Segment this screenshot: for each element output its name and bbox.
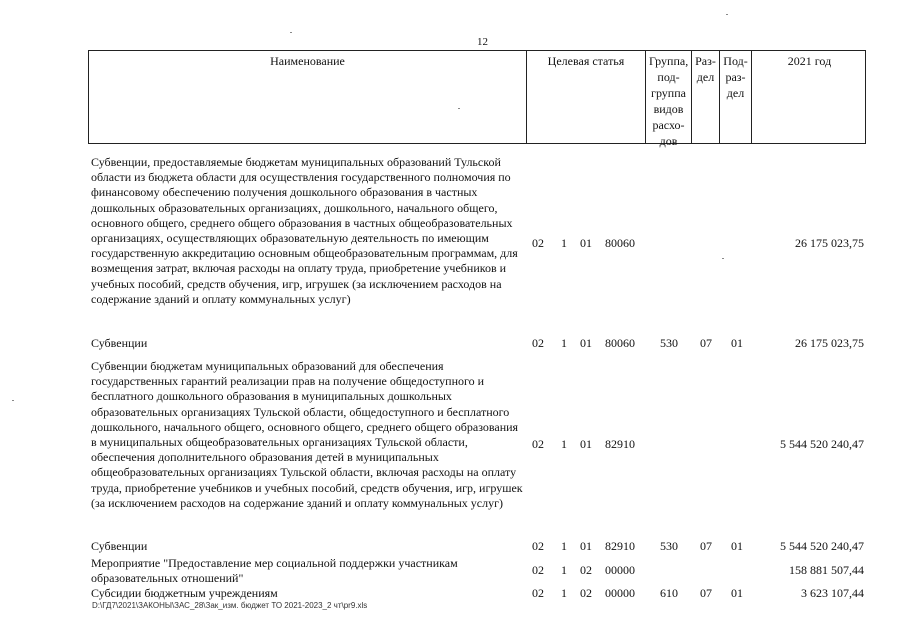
code-c1: 02 [532,539,544,553]
row-amount: 5 544 520 240,47 [780,539,864,553]
page-number: 12 [477,36,488,48]
row-section: 07 [700,539,712,553]
code-c4: 82910 [605,539,635,553]
code-c3: 01 [580,236,592,250]
code-c4: 00000 [605,586,635,600]
code-c3: 01 [580,539,592,553]
row-name: Субвенции, предоставляемые бюджетам муниципальных образований Тульской области из бюджета области для осуществления государственного полномочия по финансовому обеспечению получения дошкольного образования в частных дошкольных образовательных организациях, дошкольного, начального общего, основного общего, среднего общего образования в частных общеобразовательных организациях, осуществляющих образовательную деятельность по имеющим государственную аккредитацию основным общеобразовательным программам, для возмещения затрат, включая расходы на оплату труда, приобретение учебников и учебных пособий, средств обучения, игр, игрушек (за исключением расходов на содержание зданий и оплату коммунальных услуг) [91,155,518,306]
scan-speck [458,108,460,109]
row-subsection: 01 [731,586,743,600]
code-c1: 02 [532,336,544,350]
header-name: Наименование [270,54,345,68]
scan-speck [726,14,728,15]
row-name: Субвенции бюджетам муниципальных образований для обеспечения государственных гарантий реализации прав на получение общедоступного и бесплатного дошкольного образования в муниципальных дошкольных образовательных организациях Тульской области, общедоступного и бесплатного дошкольного, начального общего, основного общего, среднего общего образования в муниципальных общеобразовательных организациях Тульской области, обеспечения дополнительного образования детей в муниципальных общеобразовательных организациях Тульской области, включая расходы на оплату труда, приобретение учебников и учебных пособий, средств обучения, игр, игрушек (за исключением расходов на содержание зданий и оплату коммунальных услуг) [91,359,523,510]
row-group: 530 [660,539,678,553]
code-c3: 02 [580,563,592,577]
code-c2: 1 [561,563,567,577]
code-c4: 82910 [605,437,635,451]
row-section: 07 [700,586,712,600]
code-c2: 1 [561,437,567,451]
row-amount: 26 175 023,75 [795,236,864,250]
row-name: Мероприятие "Предоставление мер социальной поддержки участникам образовательных отношений" [91,556,458,586]
row-subsection: 01 [731,336,743,350]
code-c3: 01 [580,437,592,451]
scan-speck [290,32,292,33]
row-name: Субвенции [91,336,148,350]
row-name: Субвенции [91,539,148,553]
code-c3: 02 [580,586,592,600]
header-section: Раз- дел [691,51,719,143]
code-c2: 1 [561,586,567,600]
header-year: 2021 год [751,51,867,143]
code-c1: 02 [532,437,544,451]
scan-speck [12,400,14,401]
row-group: 530 [660,336,678,350]
file-path-footer: D:\ГД7\2021\ЗАКОНЫ\ЗАС_28\Зак_изм. бюджет ТО 2021-2023_2 чт\pr9.xls [92,601,368,610]
code-c1: 02 [532,563,544,577]
row-amount: 5 544 520 240,47 [780,437,864,451]
row-amount: 3 623 107,44 [801,586,864,600]
header-target: Целевая статья [526,51,645,143]
row-amount: 158 881 507,44 [789,563,864,577]
row-amount: 26 175 023,75 [795,336,864,350]
row-subsection: 01 [731,539,743,553]
code-c4: 80060 [605,336,635,350]
code-c4: 80060 [605,236,635,250]
row-section: 07 [700,336,712,350]
header-group: Группа, под- группа видов расхо- дов [645,51,691,143]
code-c3: 01 [580,336,592,350]
code-c2: 1 [561,236,567,250]
code-c2: 1 [561,539,567,553]
table-header [88,50,866,148]
code-c4: 00000 [605,563,635,577]
row-name: Субсидии бюджетным учреждениям [91,586,278,600]
code-c1: 02 [532,586,544,600]
code-c2: 1 [561,336,567,350]
code-c1: 02 [532,236,544,250]
scan-speck [722,258,724,259]
row-group: 610 [660,586,678,600]
header-subsection: Под- раз- дел [719,51,751,143]
